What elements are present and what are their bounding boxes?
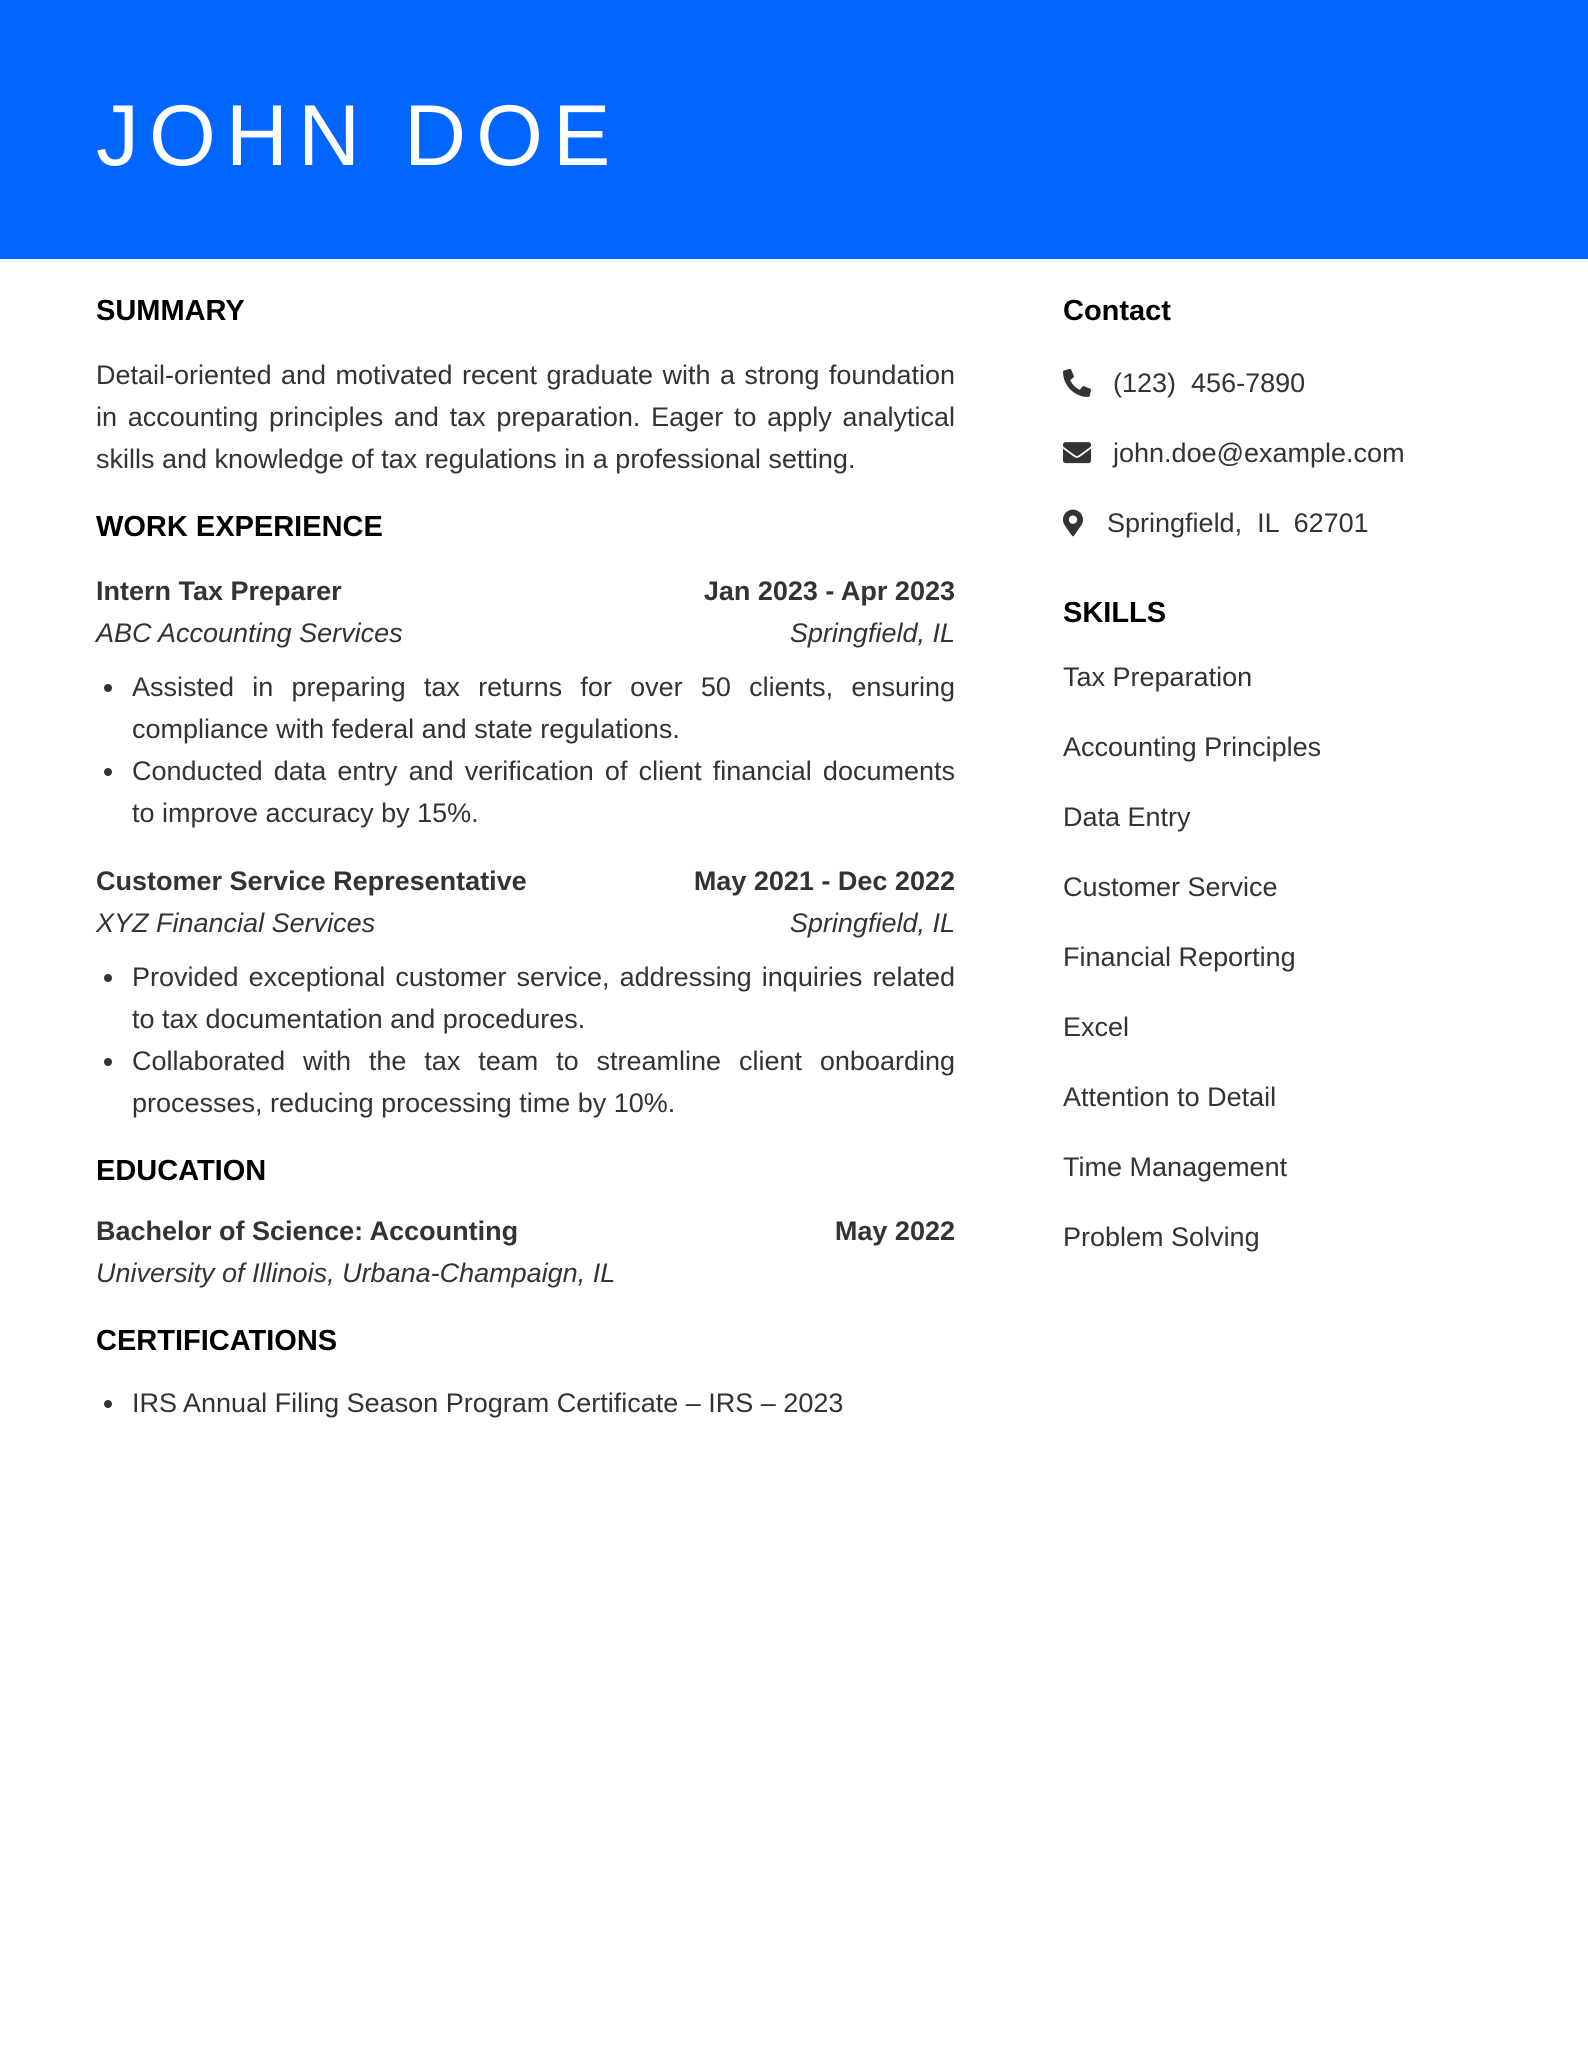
contact-location	[1063, 502, 1503, 544]
job-entry	[96, 570, 955, 834]
job-bullet	[132, 666, 955, 750]
job-bullet-text: Provided exceptional customer service, addressing inquiries related to tax documentation and procedures.	[132, 962, 955, 1034]
certification-item	[132, 1382, 955, 1424]
job-company: XYZ Financial Services	[96, 908, 376, 938]
phone-number: (123) 456-7890	[1113, 367, 1306, 398]
degree-title: Bachelor of Science: Accounting	[96, 1216, 519, 1246]
skill-item: Accounting Principles	[1063, 732, 1322, 762]
job-company-row	[96, 612, 955, 654]
email-address: john.doe@example.com	[1113, 437, 1405, 468]
summary-heading: SUMMARY	[96, 295, 245, 327]
skills-heading: SKILLS	[1063, 597, 1167, 629]
skill-item: Data Entry	[1063, 802, 1191, 832]
header-banner	[0, 0, 1588, 259]
job-bullet-text: Assisted in preparing tax returns for over 50 clients, ensuring compliance with federal and state regulations.	[132, 672, 955, 744]
envelope-icon	[1063, 438, 1093, 468]
job-location: Springfield, IL	[789, 618, 955, 648]
job-header-row	[96, 570, 955, 612]
skill-item: Customer Service	[1063, 872, 1278, 902]
contact-heading: Contact	[1063, 295, 1171, 327]
job-bullet	[132, 750, 955, 834]
job-bullet-text: Collaborated with the tax team to streamline client onboarding processes, reducing processing time by 10%.	[132, 1046, 955, 1118]
phone-icon	[1063, 368, 1093, 398]
job-header-row	[96, 860, 955, 902]
bullet-dot-icon	[104, 1400, 112, 1408]
job-dates: Jan 2023 - Apr 2023	[703, 576, 955, 606]
job-company-row	[96, 902, 955, 944]
job-bullet	[132, 956, 955, 1040]
job-location: Springfield, IL	[789, 908, 955, 938]
job-company: ABC Accounting Services	[96, 618, 403, 648]
job-dates: May 2021 - Dec 2022	[693, 866, 955, 896]
skill-item: Excel	[1063, 1012, 1130, 1042]
bullet-dot-icon	[104, 974, 112, 982]
school-name: University of Illinois, Urbana-Champaign, IL	[96, 1258, 616, 1288]
bullet-dot-icon	[104, 768, 112, 776]
contact-email[interactable]	[1063, 432, 1503, 474]
work-experience-heading: WORK EXPERIENCE	[96, 511, 383, 543]
job-entry	[96, 860, 955, 1124]
job-title: Customer Service Representative	[96, 866, 527, 896]
candidate-name: JOHN DOE	[96, 88, 621, 184]
job-bullet-list	[96, 666, 955, 834]
skill-item: Financial Reporting	[1063, 942, 1296, 972]
education-school-row	[96, 1252, 955, 1294]
certification-text: IRS Annual Filing Season Program Certificate – IRS – 2023	[132, 1388, 844, 1418]
bullet-dot-icon	[104, 1058, 112, 1066]
skill-item: Tax Preparation	[1063, 662, 1253, 692]
education-heading: EDUCATION	[96, 1155, 267, 1187]
certifications-heading: CERTIFICATIONS	[96, 1325, 338, 1357]
summary-text: Detail-oriented and motivated recent graduate with a strong foundation in accounting principles and tax preparation. Eager to apply analytical skills and knowledge of tax regulations in a professional setting.	[96, 360, 955, 474]
skill-item: Time Management	[1063, 1152, 1288, 1182]
bullet-dot-icon	[104, 684, 112, 692]
map-pin-icon	[1063, 508, 1087, 538]
job-bullet-text: Conducted data entry and verification of client financial documents to improve accuracy by 15%.	[132, 756, 955, 828]
sidebar-column	[1063, 290, 1503, 1286]
skill-item: Attention to Detail	[1063, 1082, 1277, 1112]
location-text: Springfield, IL 62701	[1107, 507, 1369, 538]
contact-phone[interactable]	[1063, 362, 1503, 404]
skill-item: Problem Solving	[1063, 1222, 1260, 1252]
degree-date: May 2022	[834, 1216, 955, 1246]
certification-list	[96, 1382, 955, 1424]
job-bullet	[132, 1040, 955, 1124]
education-header-row	[96, 1210, 955, 1252]
job-bullet-list	[96, 956, 955, 1124]
job-title: Intern Tax Preparer	[96, 576, 342, 606]
main-column	[96, 290, 955, 1424]
